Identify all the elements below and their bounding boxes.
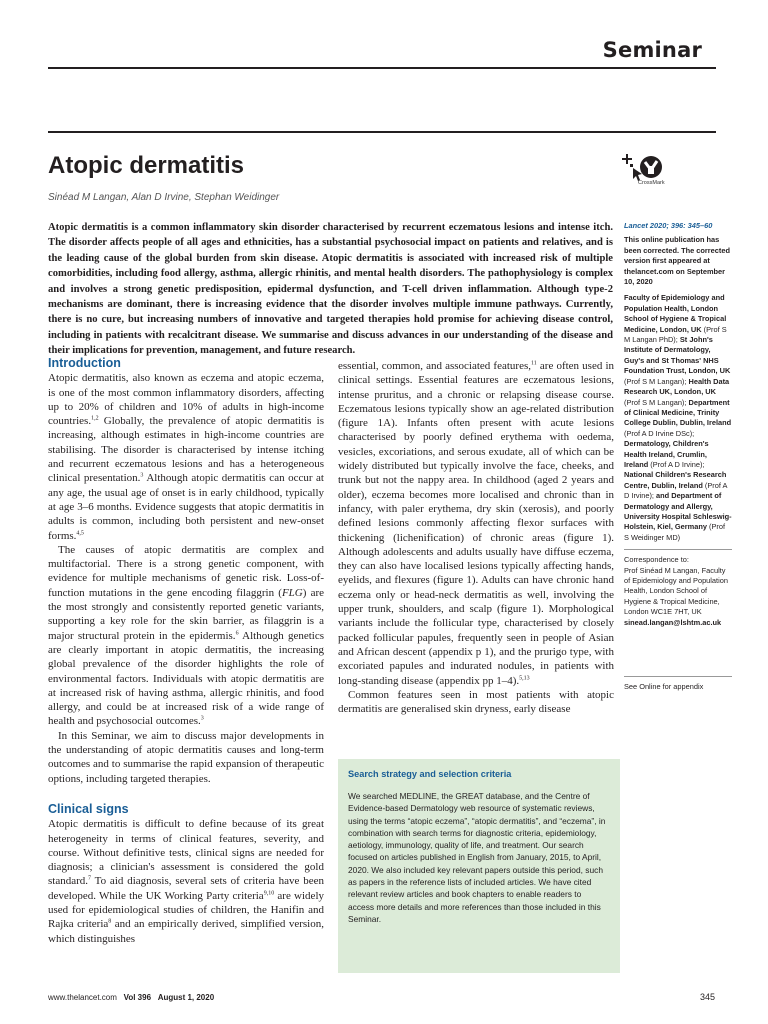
margin-sidebar bbox=[624, 221, 732, 692]
search-strategy-title: Search strategy and selection criteria bbox=[348, 769, 512, 779]
clinical-paragraph-2: essential, common, and associated features,$^{11}$ are often used in clinical settings. Essential features are eczematous lesions, intense pruritus, and a chronic or relapsing disease course. Eczematous lesions typically show an age-related distribution (figure 1A). Infants often present with acute lesions characterised by poorly defined erythema with oedema, vesicles, excoriations, and serous exudate, all of which can be widely distributed but typically involve the face, cheeks, and trunk but not the nappy area. In childhood (aged 2 years and older), eczema becomes more localised and chronic than in infancy, with paler erythema, dry skin (xerosis), and poorly defined lesions commonly affecting flexor surfaces with thickening (lichenification) of chronic areas (figure 1). Although adolescents and adults usually have diffuse eczema, they can also have localised lesions typically affecting hands, eyelids, and flexures (figure 1). Adults can have chronic hand eczema only or head-neck dermatitis as well, involving the upper trunk, shoulders, and scalp (figure 1). Morphological variants include the follicular type, characterised by closely packed follicular papules, frequently seen in people of Asian and African descent (appendix p 1), and the prurigo type, with excoriated papules and indurated nodules, in patients with long-standing disease (appendix pp 1–4).$^{5,13}$ bbox=[338, 360, 614, 687]
ref-superscript[interactable]: 3 bbox=[200, 715, 204, 722]
intro-paragraph-2: The causes of atopic dermatitis are complex and multifactorial. There is a strong genetic component, with evidence for multiple mechanisms of genetic risk. Loss-of-function mutations in the gene encoding filaggrin (FLG) are the most strongly and consistently reported genetic variants, supporting a key role for the skin barrier, as filaggrin is a major structural protein in the epidermis.$^6$ Although genetics are clearly important in atopic dermatitis, the increasing global prevalence of the disorder highlights the role of environmental factors. Individuals with atopic dermatitis are at increased risk of having asthma, allergic rhinitis, and food allergy, and could be at increased risk of a wide range of health and psychosocial outcomes.$^3$ bbox=[48, 543, 324, 728]
ref-superscript[interactable]: 1,2 bbox=[91, 415, 99, 422]
sidebar-rule bbox=[624, 549, 732, 550]
left-column bbox=[48, 356, 324, 946]
title-rule bbox=[48, 131, 716, 133]
ref-superscript[interactable]: 11 bbox=[531, 360, 537, 367]
online-appendix-note[interactable]: See Online for appendix bbox=[624, 682, 704, 692]
ref-superscript[interactable]: 4,5 bbox=[76, 529, 84, 536]
correspondence-email[interactable]: sinead.langan@lshtm.ac.uk bbox=[624, 617, 722, 627]
crossmark-badge[interactable] bbox=[620, 152, 676, 194]
middle-column bbox=[338, 359, 614, 716]
thelancet-link[interactable]: thelancet.com bbox=[624, 266, 674, 276]
article-authors: Sinéad M Langan, Alan D Irvine, Stephan Weidinger bbox=[48, 192, 280, 203]
footer-left bbox=[48, 993, 214, 1002]
ref-superscript[interactable]: 9,10 bbox=[263, 890, 275, 897]
correspondence bbox=[624, 555, 732, 628]
introduction-heading: Introduction bbox=[48, 356, 121, 370]
header-rule bbox=[48, 67, 716, 69]
intro-paragraph-1: Atopic dermatitis, also known as eczema and atopic eczema, is one of the most common inflammatory disorders, affecting up to 20% of children and 10% of adults in high-income countries.$^{1,2}$ Globally, the prevalence of atopic dermatitis is increasing, although estimates in high-income countries are stabilising. The disorder is characterised by intense itching and recurrent eczematous lesions and has a heterogeneous clinical presentation.$^3$ Although atopic dermatitis can occur at any age, the usual age of onset is in early childhood, typically at age 3–6 months. Evidence suggests that atopic dermatitis in adults is common, including both persistent and new-onset forms.$^{4,5}$ bbox=[48, 372, 324, 542]
article-title: Atopic dermatitis bbox=[48, 152, 245, 179]
citation: Lancet 2020; 396: 345–60 bbox=[624, 221, 713, 230]
search-strategy-box bbox=[338, 759, 620, 973]
ref-superscript[interactable]: 6 bbox=[235, 629, 239, 636]
intro-paragraph-3: In this Seminar, we aim to discuss major developments in the understanding of atopic dermatitis causes and long-term outcomes and to summarise the rapid expansion of therapeutic options, including targeted therapies. bbox=[48, 729, 324, 785]
sidebar-rule bbox=[624, 676, 732, 677]
ref-superscript[interactable]: 7 bbox=[88, 875, 92, 882]
gene-name: FLG bbox=[281, 586, 303, 599]
ref-superscript[interactable]: 5,13 bbox=[519, 674, 530, 681]
clinical-signs-heading: Clinical signs bbox=[48, 801, 129, 816]
search-strategy-text: We searched MEDLINE, the GREAT database, and the Centre of Evidence-based Dermatology web resource of systematic reviews, using the terms “atopic eczema”, “atopic dermatitis”, and “eczema”, in combination with search terms for diagnostic criteria, epidemiology, aetiology, immunology, quality of life, and treatment. Our search focused on articles published in English from January, 2015, to April, 2020. We also included key relevant papers outside this period, such as papers in the reference lists of included articles. We have cited relevant review articles and book chapters to enable readers to access more details and more references than those included in this Seminar. bbox=[348, 791, 606, 924]
affiliations: Faculty of Epidemiology and Population Health, London School of Hygiene & Tropical Medicine, London, UK (Prof S M Langan PhD); St John's Institute of Dermatology, Guy's and St Thomas' NHS Foundation Trust, London, UK (Prof S M Langan); Health Data Research UK, London, UK (Prof S M Langan); Department of Clinical Medicine, Trinity College Dublin, Dublin, Ireland (Prof A D Irvine DSc); Dermatology, Children's Health Ireland, Crumlin, Ireland (Prof A D Irvine); National Children's Research Centre, Dublin, Ireland (Prof A D Irvine); and Department of Dermatology and Allergy, University Hospital Schleswig-Holstein, Kiel, Germany (Prof S Weidinger MD) bbox=[624, 293, 732, 542]
footer-site[interactable]: www.thelancet.com bbox=[48, 993, 117, 1002]
page-number: 345 bbox=[700, 992, 716, 1002]
ref-superscript[interactable]: 8 bbox=[108, 918, 112, 925]
crossmark-icon bbox=[620, 152, 676, 194]
ref-superscript[interactable]: 3 bbox=[140, 472, 144, 479]
crossmark-label: CrossMark bbox=[638, 180, 665, 186]
section-label: Seminar bbox=[602, 38, 702, 62]
abstract: Atopic dermatitis is a common inflammatory skin disorder characterised by recurrent eczematous lesions and intense itch. The disorder affects people of all ages and ethnicities, has a substantial psychosocial impact on patients and relatives, and is the leading cause of the global burden from skin disease. Atopic dermatitis is associated with increased risk of multiple comorbidities, including food allergy, asthma, allergic rhinitis, and mental health disorders. The pathophysiology is complex and involves a strong genetic predisposition, epidermal dysfunction, and T-cell driven inflammation. Although type-2 mechanisms are dominant, there is increasing evidence that the disorder involves multiple immune pathways. Currently, there is no cure, but increasing numbers of innovative and targeted therapies hold promise for achieving disease control, including in patients with recalcitrant disease. We summarise and discuss advances in our understanding of the disease and their implications for prevention, management, and future research. bbox=[48, 222, 613, 357]
footer-date: August 1, 2020 bbox=[157, 993, 215, 1002]
correction-note: This online publication has been corrected. The corrected version first appeared at thelancet.com on September 10, 2020 bbox=[624, 235, 730, 287]
clinical-paragraph-1: Atopic dermatitis is difficult to define because of its great heterogeneity in terms of clinical features, severity, and course. Without definitive tests, clinical signs are needed for diagnosis; a clinician's assessment is considered the gold standard.$^7$ To aid diagnosis, several sets of criteria have been developed. While the UK Working Party criteria$^{9,10}$ are widely used for epidemiological studies of children, the Hanifin and Rajka criteria$^8$ and an empirically derived, simplified version, which distinguishes bbox=[48, 818, 324, 945]
clinical-paragraph-3: Common features seen in most patients with atopic dermatitis are generalised skin dryness, early disease bbox=[338, 688, 614, 716]
correspondence-address: Prof Sinéad M Langan, Faculty of Epidemiology and Population Health, London School of Hygiene & Tropical Medicine, London WC1E 7HT, UK bbox=[624, 565, 728, 617]
correspondence-label: Correspondence to: bbox=[624, 555, 689, 565]
search-strategy-body bbox=[348, 790, 608, 925]
footer-volume: Vol 396 bbox=[123, 993, 152, 1002]
